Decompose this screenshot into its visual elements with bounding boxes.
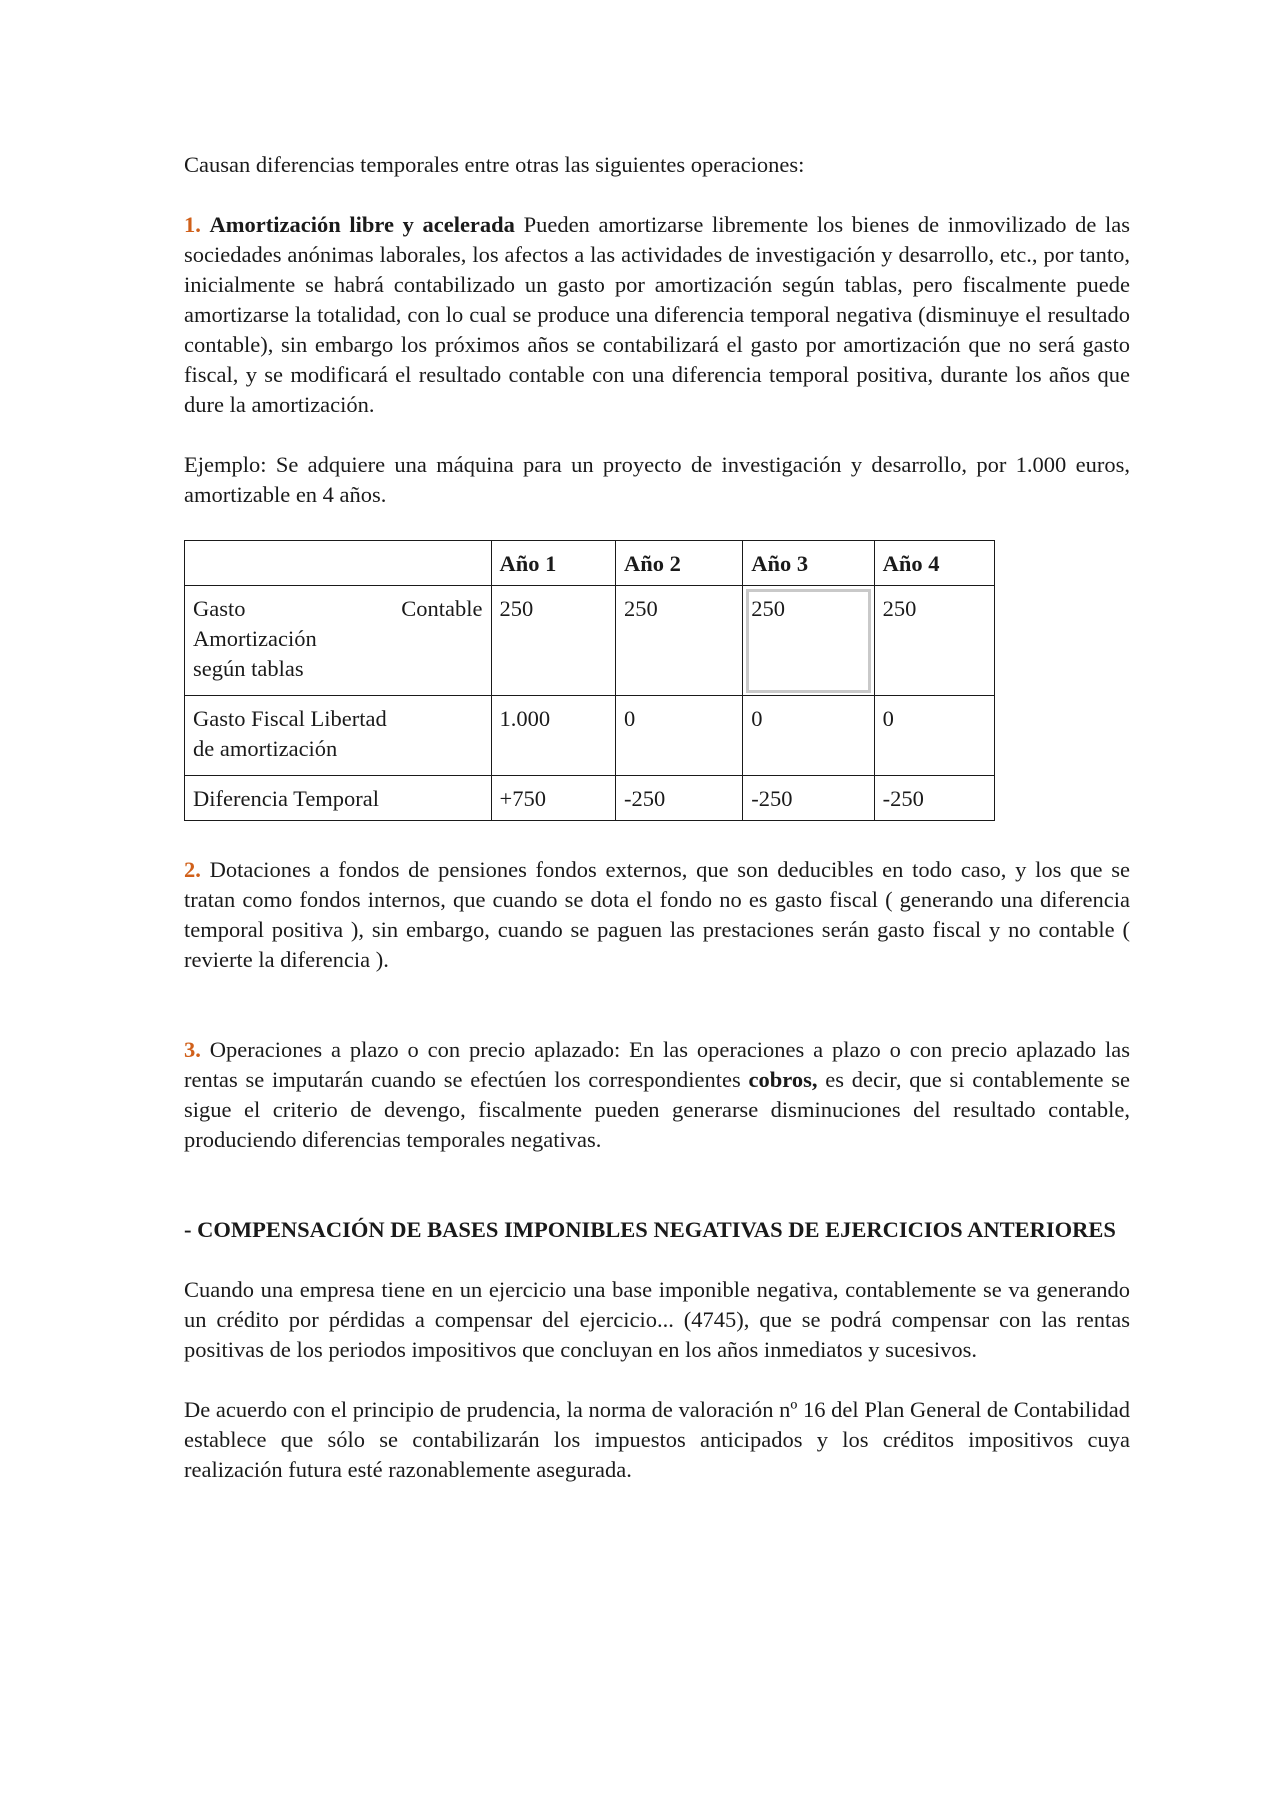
item-3-paragraph (184, 1035, 1130, 1155)
row-label-cell (185, 586, 492, 696)
table-header-cell: Año 2 (615, 541, 742, 586)
item-3-text: Operaciones a plazo o con precio aplazado: En las operaciones a plazo o con precio aplazado las rentas se imputarán cuando se efectúen los correspondientes (184, 1037, 1130, 1092)
document-page (184, 150, 1130, 1485)
table-row (185, 586, 995, 696)
compensation-paragraph: Cuando una empresa tiene en un ejercicio una base imponible negativa, contablemente se va generando un crédito por pérdidas a compensar del ejercicio... (4745), que se podrá compensar con las rentas positivas de los periodos impositivos que concluyan en los años inmediatos y sucesivos. (184, 1277, 1130, 1362)
item-2-paragraph (184, 855, 1130, 975)
item-2-number: 2. (184, 857, 201, 882)
section-heading: - COMPENSACIÓN DE BASES IMPONIBLES NEGATIVAS DE EJERCICIOS ANTERIORES (184, 1217, 1116, 1242)
table-header-cell (185, 541, 492, 586)
table-header-cell: Año 3 (743, 541, 874, 586)
intro-paragraph: Causan diferencias temporales entre otras las siguientes operaciones: (184, 152, 805, 177)
table-cell: 1.000 (491, 696, 615, 776)
table-header-cell: Año 4 (874, 541, 994, 586)
table-header-cell: Año 1 (491, 541, 615, 586)
row-label-line: según tablas (193, 656, 304, 681)
row-label-line: Gasto Fiscal Libertad (193, 706, 387, 731)
table-cell: -250 (615, 776, 742, 821)
item-3-text-end: es decir, que si contablemente se sigue el criterio de devengo, fiscalmente pueden generarse disminuciones del resultado contable, produciendo diferencias temporales negativas. (184, 1067, 1131, 1152)
table-cell: 250 (615, 586, 742, 696)
table-cell: 250 (874, 586, 994, 696)
table-header-row (185, 541, 995, 586)
row-label-line: de amortización (193, 736, 338, 761)
table-cell: -250 (874, 776, 994, 821)
item-2-text: Dotaciones a fondos de pensiones fondos externos, que son deducibles en todo caso, y los que se tratan como fondos internos, que cuando se dota el fondo no es gasto fiscal ( generando una diferencia temporal positiva ), sin embargo, cuando se paguen las prestaciones serán gasto fiscal y no contable ( revierte la diferencia ). (184, 857, 1130, 972)
table-cell: 0 (874, 696, 994, 776)
table-cell: 0 (615, 696, 742, 776)
table-cell: +750 (491, 776, 615, 821)
table-cell: 250 (491, 586, 615, 696)
table-row (185, 776, 995, 821)
table-cell-selected[interactable]: 250 (743, 586, 874, 696)
item-1-number: 1. (184, 212, 201, 237)
row-label-line (193, 594, 483, 624)
item-1-title: Amortización libre y acelerada (209, 212, 515, 237)
table-cell: 0 (743, 696, 874, 776)
prudence-paragraph: De acuerdo con el principio de prudencia, la norma de valoración nº 16 del Plan General de Contabilidad establece que sólo se contabilizarán los impuestos anticipados y los créditos impositivos cuya realización futura esté razonablemente asegurada. (184, 1397, 1130, 1482)
item-3-bold: cobros, (748, 1067, 818, 1092)
row-label-part: Contable (401, 596, 483, 621)
item-1-text: Pueden amortizarse libremente los bienes de inmovilizado de las sociedades anónimas laborales, los afectos a las actividades de investigación y desarrollo, etc., por tanto, inicialmente se habrá contabilizado un gasto por amortización según tablas, pero fiscalmente puede amortizarse la totalidad, con lo cual se produce una diferencia temporal negativa (disminuye el resultado contable), sin embargo los próximos años se contabilizará el gasto por amortización que no será gasto fiscal, y se modificará el resultado contable con una diferencia temporal positiva, durante los años que dure la amortización. (184, 212, 1130, 417)
table-cell: -250 (743, 776, 874, 821)
amortization-table (184, 540, 995, 821)
example-paragraph: Ejemplo: Se adquiere una máquina para un proyecto de investigación y desarrollo, por 1.000 euros, amortizable en 4 años. (184, 452, 1130, 507)
item-3-number: 3. (184, 1037, 201, 1062)
row-label-line: Amortización (193, 626, 317, 651)
table-row (185, 696, 995, 776)
row-label-part: Gasto (193, 596, 246, 621)
row-label-cell (185, 696, 492, 776)
row-label-cell: Diferencia Temporal (185, 776, 492, 821)
item-1-paragraph (184, 210, 1130, 420)
